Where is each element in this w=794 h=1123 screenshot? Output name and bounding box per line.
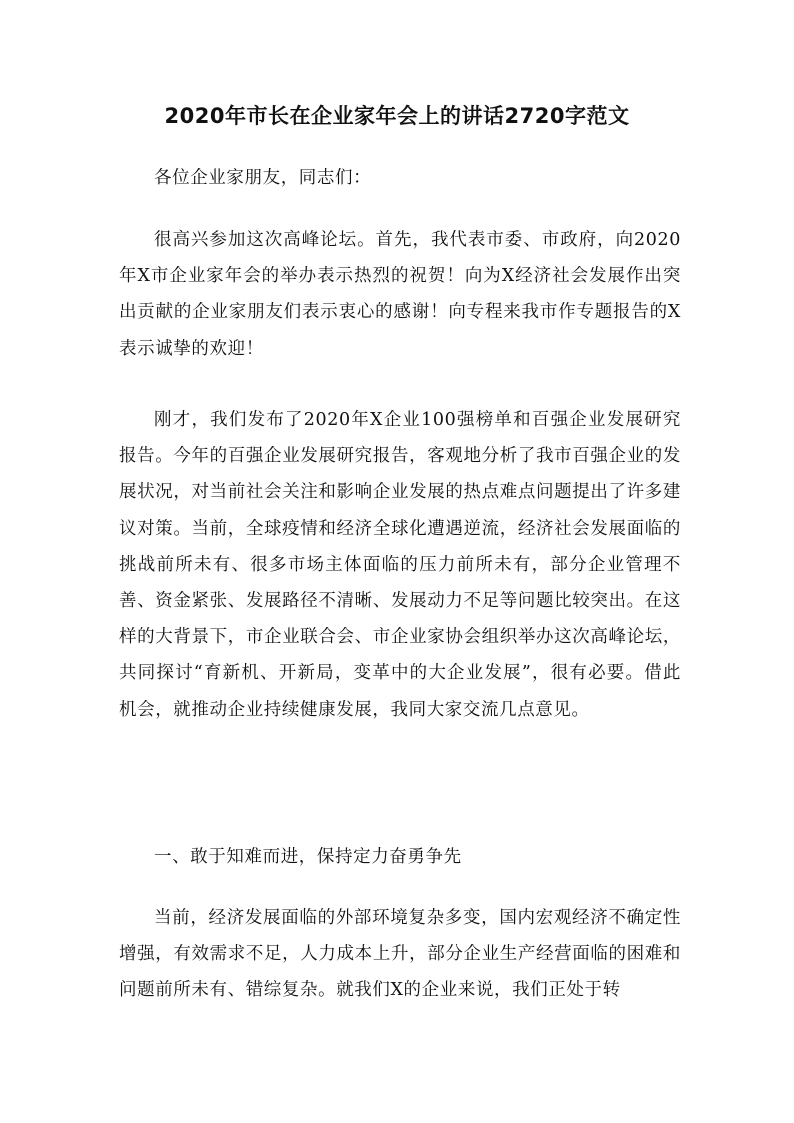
section-heading: 一、敢于知难而进，保持定力奋勇争先	[154, 847, 462, 867]
paragraph-background: 刚才，我们发布了2020年X企业100强榜单和百强企业发展研究报告。今年的百强企业发展研究报告，客观地分析了我市百强企业的发展状况，对当前社会关注和影响企业发展的热点难点问题提出了许多建议对策。当前，全球疫情和经济全球化遭遇逆流，经济社会发展面临的挑战前所未有、很多市场主体面临的压力前所未有，部分企业管理不善、资金紧张、发展路径不清晰、发展动力不足等问题比较突出。在这样的大背景下，市企业联合会、市企业家协会组织举办这次高峰论坛，共同探讨“育新机、开新局，变革中的大企业发展”，很有必要。借此机会，就推动企业持续健康发展，我同大家交流几点意见。	[119, 410, 681, 720]
paragraph-opening: 很高兴参加这次高峰论坛。首先，我代表市委、市政府，向2020年X市企业家年会的举办表示热烈的祝贺！向为X经济社会发展作出突出贡献的企业家朋友们表示衷心的感谢！向专程来我市作专题报告的X表示诚挚的欢迎！	[119, 230, 681, 359]
section-paragraph: 当前，经济发展面临的外部环境复杂多变，国内宏观经济不确定性增强，有效需求不足，人力成本上升，部分企业生产经营面临的困难和问题前所未有、错综复杂。就我们X的企业来说，我们正处于转	[119, 908, 681, 1001]
greeting: 各位企业家朋友，同志们：	[154, 168, 372, 188]
document-title: 2020年市长在企业家年会上的讲话2720字范文	[164, 104, 630, 128]
